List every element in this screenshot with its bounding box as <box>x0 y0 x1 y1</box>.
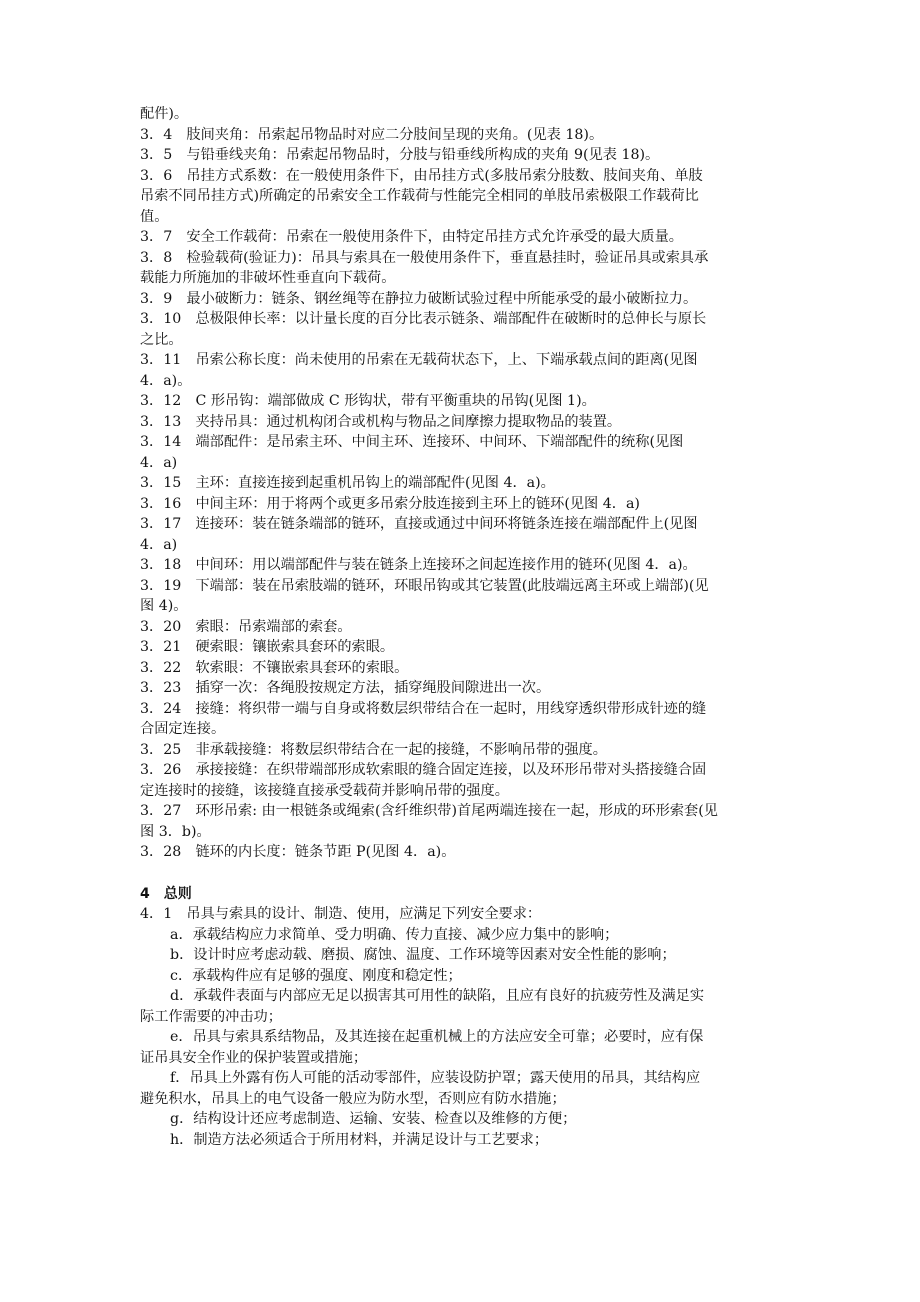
definition-line: 3．24 接缝：将织带一端与自身或将数层织带结合在一起时，用线穿透织带形成针迹的缝 <box>140 700 707 717</box>
definition-line: 3．14 端部配件：是吊索主环、中间主环、连接环、中间环、下端部配件的统称(见图 <box>140 434 684 450</box>
section-4 <box>140 884 796 1151</box>
requirement-item: f．吊具上外露有伤人可能的活动零部件，应装设防护罩；露天使用的吊具，其结构应 <box>170 1070 701 1086</box>
definition-line: 定连接时的接缝，该接缝直接承受载荷并影响吊带的强度。 <box>140 782 509 799</box>
definition-line: 3．12 C 形吊钩：端部做成 C 形钩状，带有平衡重块的吊钩(见图 1)。 <box>140 393 596 409</box>
requirement-item-continuation: 证吊具安全作业的保护装置或措施； <box>140 1049 368 1066</box>
document-page <box>140 104 796 1150</box>
definition-line: 3．18 中间环：用以端部配件与装在链条上连接环之间起连接作用的链环(见图 4．a)。 <box>140 557 697 573</box>
definition-line: 3．20 索眼：吊索端部的索套。 <box>140 618 352 635</box>
definition-line: 图 4)。 <box>140 598 188 614</box>
definition-line: 3．6 吊挂方式系数：在一般使用条件下，由吊挂方式(多肢吊索分肢数、肢间夹角、单肢 <box>140 167 703 184</box>
definition-line: 3．11 吊索公称长度：尚未使用的吊索在无载荷状态下，上、下端承载点间的距离(见图 <box>140 352 698 368</box>
definition-line: 载能力所施加的非破坏性垂直向下载荷。 <box>140 270 396 286</box>
definition-line: 3．5 与铅垂线夹角：吊索起吊物品时，分肢与铅垂线所构成的夹角 9(见表 18)。 <box>140 147 660 163</box>
definition-line: 3．16 中间主环：用于将两个或更多吊索分肢连接到主环上的链环(见图 4．a) <box>140 495 640 512</box>
definition-line: 3．25 非承载接缝：将数层织带结合在一起的接缝，不影响吊带的强度。 <box>140 741 607 758</box>
requirement-item: b．设计时应考虑动载、磨损、腐蚀、温度、工作环境等因素对安全性能的影响； <box>170 947 676 963</box>
requirement-item-continuation: 避免积水，吊具上的电气设备一般应为防水型，否则应有防水措施； <box>140 1090 566 1107</box>
definition-line: 合固定连接。 <box>140 721 226 737</box>
definition-line: 3．23 插穿一次：各绳股按规定方法，插穿绳股间隙进出一次。 <box>140 680 551 696</box>
definition-line: 4．a) <box>140 536 178 553</box>
requirement-item: d．承载件表面与内部应无足以损害其可用性的缺陷，且应有良好的抗疲劳性及满足实 <box>170 988 705 1004</box>
definition-line: 3．13 夹持吊具：通过机构闭合或机构与物品之间摩擦力提取物品的装置。 <box>140 413 622 430</box>
section-heading: 4 总则 <box>140 885 192 902</box>
definitions-list <box>140 104 796 863</box>
definition-line: 之比。 <box>140 331 183 348</box>
definition-line: 3．17 连接环：装在链条端部的链环，直接或通过中间环将链条连接在端部配件上(见图 <box>140 516 698 532</box>
definition-line: 3．10 总极限伸长率：以计量长度的百分比表示链条、端部配件在破断时的总伸长与原长 <box>140 311 707 327</box>
definition-line: 3．26 承接接缝：在织带端部形成软索眼的缝合固定连接，以及环形吊带对头搭接缝合固 <box>140 762 707 778</box>
requirement-item: h．制造方法必须适合于所用材料，并满足设计与工艺要求； <box>170 1131 549 1148</box>
definition-line: 3．27 环形吊索: 由一根链条或绳索(含纤维织带)首尾两端连接在一起，形成的环形索套(见 <box>140 803 718 819</box>
definition-line: 配件)。 <box>140 106 189 122</box>
section-gap <box>140 863 796 884</box>
definition-line: 3．4 肢间夹角：吊索起吊物品时对应二分肢间呈现的夹角。(见表 18)。 <box>140 126 604 143</box>
section-lead: 4．1 吊具与索具的设计、制造、使用，应满足下列安全要求： <box>140 906 542 922</box>
requirement-item-continuation: 际工作需要的冲击功； <box>140 1008 282 1025</box>
definition-line: 3．19 下端部：装在吊索肢端的链环，环眼吊钩或其它装置(此肢端远离主环或上端部)(见 <box>140 577 709 594</box>
definition-line: 值。 <box>140 208 169 225</box>
requirement-item: e．吊具与索具系结物品，及其连接在起重机械上的方法应安全可靠；必要时，应有保 <box>170 1029 704 1045</box>
definition-line: 3．22 软索眼：不镶嵌索具套环的索眼。 <box>140 659 409 676</box>
definition-line: 4．a)。 <box>140 372 192 389</box>
definition-line: 3．21 硬索眼：镶嵌索具套环的索眼。 <box>140 639 395 655</box>
definition-line: 吊索不同吊挂方式)所确定的吊索安全工作载荷与性能完全相同的单肢吊索极限工作载荷比 <box>140 188 699 204</box>
definition-line: 图 3．b)。 <box>140 823 211 840</box>
requirement-item: g．结构设计还应考虑制造、运输、安装、检查以及维修的方便； <box>170 1111 577 1127</box>
requirement-item: c．承载构件应有足够的强度、刚度和稳定性； <box>170 967 462 984</box>
definition-line: 3．7 安全工作载荷：吊索在一般使用条件下，由特定吊挂方式允许承受的最大质量。 <box>140 229 683 245</box>
definition-line: 3．8 检验载荷(验证力)：吊具与索具在一般使用条件下，垂直悬挂时，验证吊具或索具承 <box>140 249 709 266</box>
requirement-item: a．承载结构应力求简单、受力明确、传力直接、减少应力集中的影响； <box>170 926 619 943</box>
definition-line: 3．9 最小破断力：链条、钢丝绳等在静拉力破断试验过程中所能承受的最小破断拉力。 <box>140 290 698 307</box>
definition-line: 3．15 主环：直接连接到起重机吊钩上的端部配件(见图 4．a)。 <box>140 475 555 491</box>
definition-line: 3．28 链环的内长度：链条节距 P(见图 4．a)。 <box>140 844 456 860</box>
definition-line: 4．a) <box>140 454 178 471</box>
